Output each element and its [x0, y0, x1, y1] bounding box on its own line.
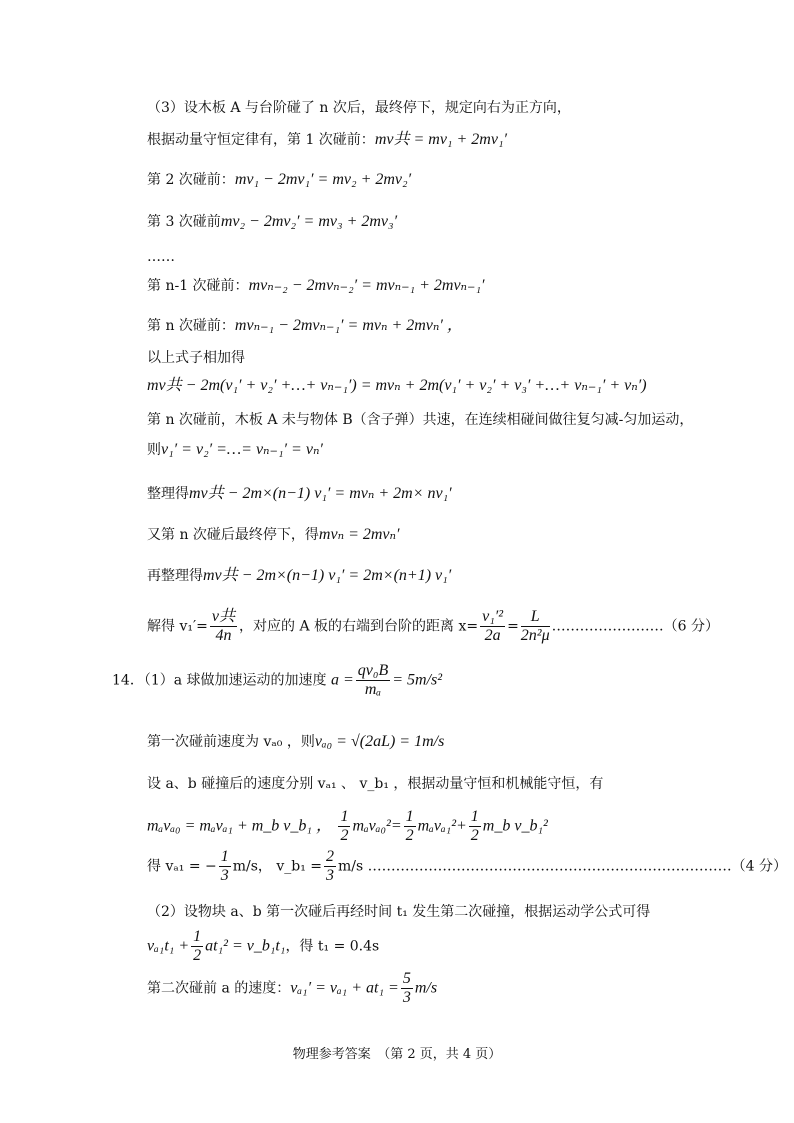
line-solution-result: 解得 v₁′= v共 4n ，对应的 A 板的右端到台阶的距离 x= $\frac{\text{v₁′²}}{2a}$ = $\frac{L}{\text{2n²μ}}$ ……………………（6 分） [147, 608, 719, 644]
line-conservation-equations: mₐvₐ₀ = mₐvₐ₁ + m_b v_b₁ ， $\frac{1}{2}$ mₐvₐ₀²= $\frac{1}{2}$ mₐvₐ₁²+ $\frac{1}{2}$ m_b v_b₁² [147, 808, 548, 844]
line-part2-intro: （2）设物块 a、b 第一次碰后再经时间 t₁ 发生第二次碰撞，根据运动学公式可得 [147, 904, 651, 920]
line-simplify-2: 再整理得mv共 − 2m×(n−1) v₁′ = 2m×(n+1) v₁′ [147, 567, 452, 584]
line-collision-setup: 设 a、b 碰撞后的速度分别 vₐ₁ 、 v_b₁ ，根据动量守恒和机械能守恒，有 [147, 776, 604, 792]
line-final-stop: 又第 n 次碰后最终停下，得mvₙ = 2mvₙ′ [147, 526, 400, 543]
line-collision-1: 根据动量守恒定律有，第 1 次碰前：mv共 = mv₁ + 2mv₁′ [147, 131, 508, 148]
line-result-velocities: 得 vₐ₁ = − $\frac{1}{3}$ m/s， v_b₁ = $\frac{2}{3}$ m/s ……………………………………………………………………（4 分） [147, 848, 788, 884]
line-part3-intro: （3）设木板 A 与台阶碰了 n 次后，最终停下，规定向右为正方向， [147, 100, 571, 116]
line-collision-n-1: 第 n-1 次碰前：mvₙ₋₂ − 2mvₙ₋₂′ = mvₙ₋₁ + 2mvₙ₋₁′ [147, 277, 485, 294]
line-second-velocity: 第二次碰前 a 的速度：vₐ₁′ = vₐ₁ + at₁ = $\frac{5}{3}$ m/s [147, 970, 438, 1006]
line-collision-2: 第 2 次碰前：mv₁ − 2mv₁′ = mv₂ + 2mv₂′ [147, 171, 412, 188]
line-collision-3: 第 3 次碰前mv₂ − 2mv₂′ = mv₃ + 2mv₃′ [147, 213, 398, 230]
line-collision-n: 第 n 次碰前：mvₙ₋₁ − 2mvₙ₋₁′ = mvₙ + 2mvₙ′ ， [147, 317, 463, 334]
line-sum-intro: 以上式子相加得 [147, 350, 245, 366]
line-reasoning: 第 n 次碰前，木板 A 未与物体 B（含子弹）共速，在连续相碰间做往复匀减-匀加运动， [147, 412, 694, 428]
line-ellipsis: …… [147, 249, 175, 265]
line-q14-acceleration: 14．（1）a 球做加速运动的加速度 a = $\frac{\text{qv₀B}}{\text{mₐ}}$ = 5m/s² [112, 662, 443, 698]
line-kinematics: vₐ₁t₁ + $\frac{1}{2}$ at₁² = v_b₁t₁，得 t₁ = 0.4s [147, 928, 380, 964]
line-equal-velocities: 则v₁′ = v₂′ =…= vₙ₋₁′ = vₙ′ [147, 441, 323, 458]
line-sum-equation: mv共 − 2m(v₁′ + v₂′ +…+ vₙ₋₁′) = mvₙ + 2m(v₁′ + v₂′ + v₃′ +…+ vₙ₋₁′ + vₙ′) [147, 377, 647, 394]
line-simplify-1: 整理得mv共 − 2m×(n−1) v₁′ = mvₙ + 2m× nv₁′ [147, 485, 452, 502]
page-footer: 物理参考答案 （第 2 页，共 4 页） [292, 1047, 502, 1062]
line-first-velocity: 第一次碰前速度为 vₐ₀ ，则vₐ₀ = √(2aL) = 1m/s [147, 733, 445, 750]
